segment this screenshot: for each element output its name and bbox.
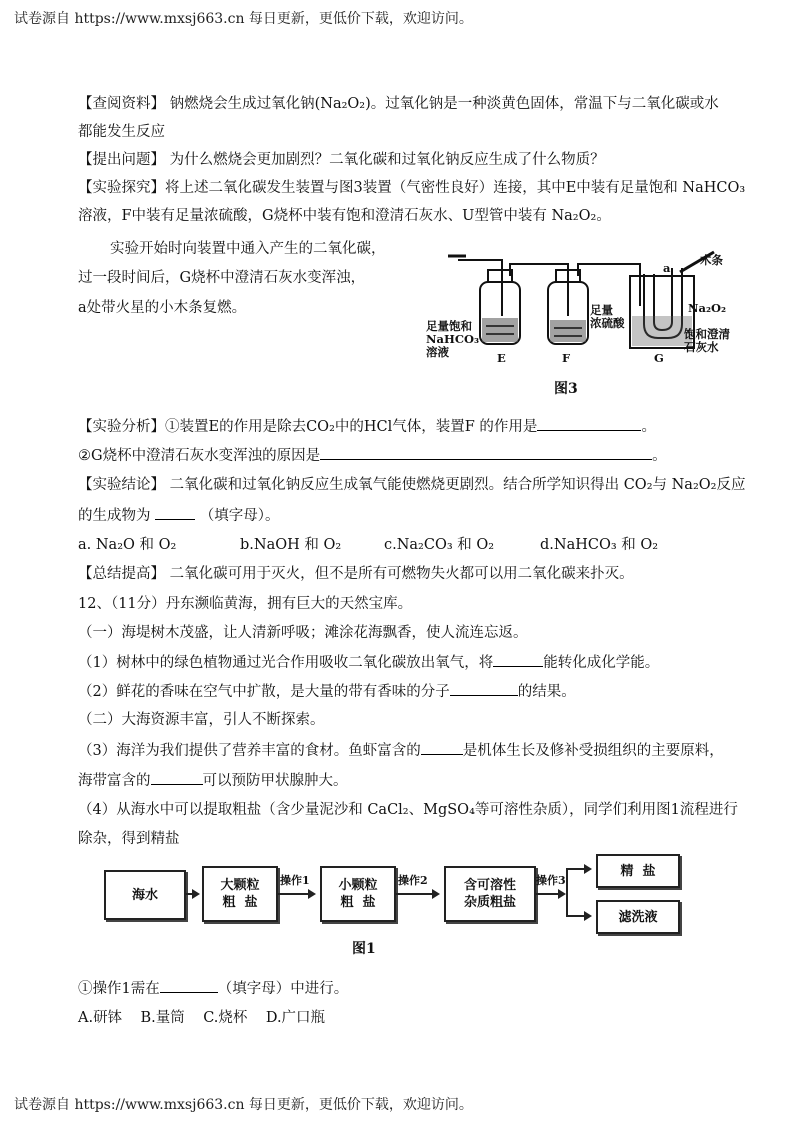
figure3-label-e: E	[497, 351, 506, 365]
answer-blank	[151, 770, 203, 785]
text-line: 【实验结论】 二氧化碳和过氧化钠反应生成氧气能使燃烧更剧烈。结合所学知识得出 CO₂与 Na₂O₂反应	[78, 477, 746, 493]
text-line: 溶液，F中装有足量浓硫酸，G烧杯中装有饱和澄清石灰水、U型管中装有 Na₂O₂。	[78, 208, 611, 224]
flow-arrow	[396, 893, 438, 895]
text-line: （二）大海资源丰富，引人不断探索。	[78, 712, 325, 728]
text-line: 【实验分析】①装置E的作用是除去CO₂中的HCl气体，装置F 的作用是 。	[78, 416, 656, 437]
answer-blank	[537, 416, 641, 431]
answer-blank	[160, 978, 218, 993]
figure3-label-f: F	[562, 351, 571, 365]
figure3-label-g-content: 饱和澄清 石灰水	[684, 327, 730, 354]
text-line: 除杂，得到精盐	[78, 831, 180, 847]
figure3-label-na2o2: Na₂O₂	[688, 301, 727, 315]
option-b: b.NaOH 和 O₂	[240, 537, 342, 553]
answer-blank	[320, 445, 652, 460]
text-line: ①操作1需在 （填字母）中进行。	[78, 978, 348, 999]
flow-arrow	[186, 893, 198, 895]
question-heading: 12、（11分）丹东濒临黄海，拥有巨大的天然宝库。	[78, 596, 413, 612]
flow-box-filtrate: 滤洗液	[596, 900, 680, 934]
flow-box-coarse-salt-small: 小颗粒 粗 盐	[320, 866, 396, 922]
option-c: c.Na₂CO₃ 和 O₂	[384, 537, 495, 553]
flow-op-2: 操作2	[398, 874, 428, 887]
answer-blank	[421, 740, 463, 755]
flow-split-line	[566, 868, 568, 916]
flow-box-coarse-salt-large: 大颗粒 粗 盐	[202, 866, 278, 922]
option-a: a. Na₂O 和 O₂	[78, 537, 177, 553]
text-line: 【提出问题】 为什么燃烧会更加剧烈？二氧化碳和过氧化钠反应生成了什么物质？	[78, 152, 605, 168]
figure3-label-g: G	[654, 351, 664, 365]
text-line: 海带富含的 可以预防甲状腺肿大。	[78, 770, 348, 791]
figure3-label-f-content: 足量 浓硫酸	[590, 303, 625, 330]
flow-op-1: 操作1	[280, 874, 310, 887]
figure1-caption: 图1	[352, 941, 376, 957]
figure3-caption: 图3	[554, 381, 578, 397]
flow-arrow	[536, 893, 564, 895]
flow-box-seawater: 海水	[104, 870, 186, 920]
text-line: 实验开始时向装置中通入产生的二氧化碳，	[110, 241, 386, 257]
text-line: 过一段时间后，G烧杯中澄清石灰水变浑浊，	[78, 270, 366, 286]
figure3-label-e-content: 足量饱和 NaHCO₃ 溶液	[426, 319, 480, 359]
page-header: 试卷源自 https://www.mxsj663.cn 每日更新，更低价下载，欢迎访问。	[14, 11, 473, 27]
flow-op-3: 操作3	[536, 874, 566, 887]
text-line: （1）树林中的绿色植物通过光合作用吸收二氧化碳放出氧气，将 能转化成化学能。	[78, 652, 659, 673]
option-d: d.NaHCO₃ 和 O₂	[540, 537, 659, 553]
figure3-label-wood: 木条	[700, 253, 723, 267]
figure3-label-a: a	[663, 261, 671, 275]
text-line: （一）海堤树木茂盛，让人清新呼吸；滩涂花海飘香，使人流连忘返。	[78, 625, 528, 641]
answer-blank	[450, 681, 518, 696]
text-line: ②G烧杯中澄清石灰水变浑浊的原因是 。	[78, 445, 667, 466]
answer-blank	[155, 505, 195, 520]
text-line: （2）鲜花的香味在空气中扩散，是大量的带有香味的分子 的结果。	[78, 681, 576, 702]
flow-arrow	[278, 893, 314, 895]
text-line: 【查阅资料】 钠燃烧会生成过氧化钠(Na₂O₂)。过氧化钠是一种淡黄色固体，常温下与二氧化碳或水	[78, 96, 719, 112]
page-footer: 试卷源自 https://www.mxsj663.cn 每日更新，更低价下载，欢迎访问。	[14, 1097, 473, 1113]
text-line: 的生成物为 （填字母）。	[78, 505, 279, 526]
flow-arrow	[566, 915, 590, 917]
text-line: （3）海洋为我们提供了营养丰富的食材。鱼虾富含的 是机体生长及修补受损组织的主要原料，	[78, 740, 724, 761]
flow-box-impure-salt: 含可溶性 杂质粗盐	[444, 866, 536, 922]
options-line: A.研钵 B.量筒 C.烧杯 D.广口瓶	[78, 1010, 326, 1026]
text-line: 都能发生反应	[78, 124, 165, 140]
text-line: 【总结提高】 二氧化碳可用于灭火，但不是所有可燃物失火都可以用二氧化碳来扑灭。	[78, 566, 634, 582]
flow-box-refined-salt: 精 盐	[596, 854, 680, 888]
text-line: a处带火星的小木条复燃。	[78, 300, 247, 316]
flow-arrow	[566, 868, 590, 870]
text-line: 【实验探究】将上述二氧化碳发生装置与图3装置（气密性良好）连接，其中E中装有足量饱和 NaHCO₃	[78, 180, 746, 196]
text-line: （4）从海水中可以提取粗盐（含少量泥沙和 CaCl₂、MgSO₄等可溶性杂质），同学们利用图1流程进行	[78, 802, 738, 818]
answer-blank	[493, 652, 543, 667]
